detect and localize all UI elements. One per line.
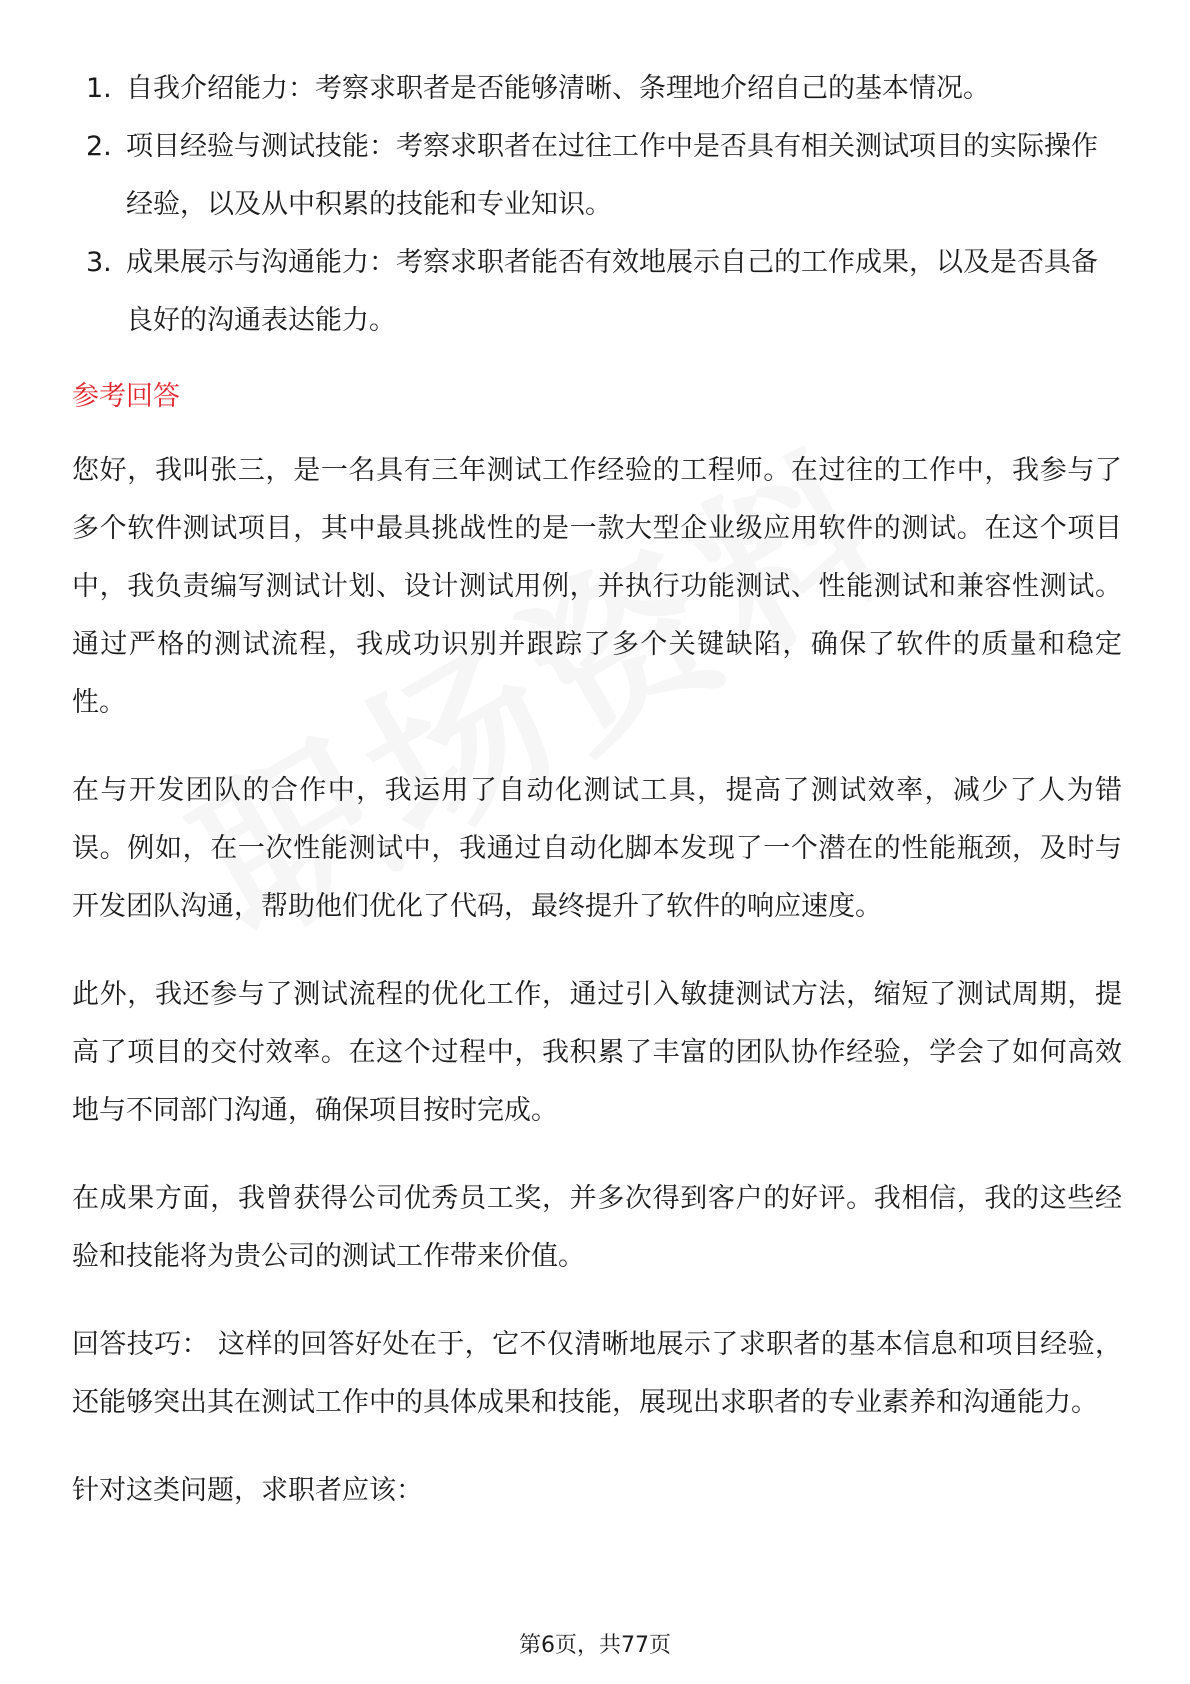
list-item-number: 1. xyxy=(86,73,112,104)
list-item-text: 项目经验与测试技能：考察求职者在过往工作中是否具有相关测试项目的实际操作经验，以及从中积累的技能和专业知识。 xyxy=(126,131,1098,220)
paragraph: 在与开发团队的合作中，我运用了自动化测试工具，提高了测试效率，减少了人为错误。例如，在一次性能测试中，我通过自动化脚本发现了一个潜在的性能瓶颈，及时与开发团队沟通，帮助他们优化了代码，最终提升了软件的响应速度。 xyxy=(72,775,1122,922)
list-item-number: 2. xyxy=(86,131,112,162)
list-item xyxy=(72,118,1122,234)
paragraph: 此外，我还参与了测试流程的优化工作，通过引入敏捷测试方法，缩短了测试周期，提高了项目的交付效率。在这个过程中，我积累了丰富的团队协作经验，学会了如何高效地与不同部门沟通，确保项目按时完成。 xyxy=(72,979,1122,1126)
section-heading: 参考回答 xyxy=(72,381,180,412)
list-item-number: 3. xyxy=(86,247,112,278)
page-content xyxy=(72,60,1122,1550)
list-item-text: 自我介绍能力：考察求职者是否能够清晰、条理地介绍自己的基本情况。 xyxy=(126,73,990,104)
list-item xyxy=(72,234,1122,350)
paragraph: 您好，我叫张三，是一名具有三年测试工作经验的工程师。在过往的工作中，我参与了多个软件测试项目，其中最具挑战性的是一款大型企业级应用软件的测试。在这个项目中，我负责编写测试计划、设计测试用例，并执行功能测试、性能测试和兼容性测试。通过严格的测试流程，我成功识别并跟踪了多个关键缺陷，确保了软件的质量和稳定性。 xyxy=(72,455,1122,718)
page-number-footer: 第6页，共77页 xyxy=(519,1633,671,1658)
paragraph: 针对这类问题，求职者应该： xyxy=(72,1475,423,1506)
list-item-text: 成果展示与沟通能力：考察求职者能否有效地展示自己的工作成果，以及是否具备良好的沟通表达能力。 xyxy=(126,247,1098,336)
paragraph: 在成果方面，我曾获得公司优秀员工奖，并多次得到客户的好评。我相信，我的这些经验和技能将为贵公司的测试工作带来价值。 xyxy=(72,1183,1122,1272)
list-item xyxy=(72,60,1122,118)
answer-tip-paragraph: 回答技巧： 这样的回答好处在于，它不仅清晰地展示了求职者的基本信息和项目经验，还能够突出其在测试工作中的具体成果和技能，展现出求职者的专业素养和沟通能力。 xyxy=(72,1329,1122,1418)
criteria-list xyxy=(72,60,1122,350)
